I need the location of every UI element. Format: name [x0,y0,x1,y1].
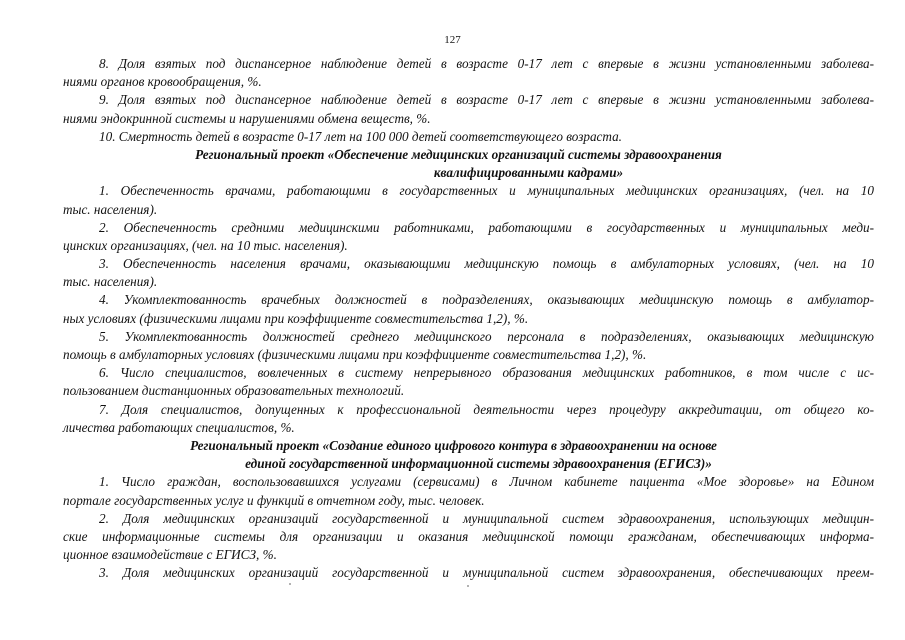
paragraph-line: 6. Число специалистов, вовлеченных в систему непрерывного образования медицинских работников, в том числе с ис- [99,365,874,381]
section-heading-line: единой государственной информационной системы здравоохранения (ЕГИСЗ)» [245,456,712,472]
paragraph-line: ционное взаимодействие с ЕГИСЗ, %. [63,547,277,563]
scan-specks [0,583,905,603]
paragraph-line: ские информационные системы для организации и оказания медицинской помощи гражданам, обеспечивающих информа- [63,528,874,544]
document-body [63,55,874,582]
paragraph-line: личества работающих специалистов, %. [63,419,295,435]
section-heading-line: Региональный проект «Обеспечение медицинских организаций системы здравоохранения [195,146,722,162]
page-number: 127 [444,34,461,46]
section-heading-line: Региональный проект «Создание единого цифрового контура в здравоохранении на основе [190,437,717,453]
paragraph-line: 1. Число граждан, воспользовавшихся услугами (сервисами) в Личном кабинете пациента «Мое здоровье» на Едином [99,474,874,490]
paragraph-line: 1. Обеспеченность врачами, работающими в государственных и муниципальных медицинских организациях, (чел. на 10 [99,183,874,199]
scan-speck [467,585,469,587]
paragraph-line: ниями эндокринной системы и нарушениями обмена веществ, %. [63,110,431,126]
paragraph-line: тыс. населения). [63,201,158,217]
paragraph-line: портале государственных услуг и функций в отчетном году, тыс. человек. [63,492,485,508]
paragraph-line: 2. Доля медицинских организаций государственной и муниципальной систем здравоохранения, использующих медицин- [99,510,874,526]
paragraph-line: ных условиях (физическими лицами при коэффициенте совместительства 1,2), %. [63,310,529,326]
paragraph-line: тыс. населения). [63,274,158,290]
paragraph-line: 7. Доля специалистов, допущенных к профессиональной деятельности через процедуру аккредитации, от общего ко- [99,401,874,417]
section-heading-line: квалифицированными кадрами» [433,165,624,181]
paragraph-line: 4. Укомплектованность врачебных должностей в подразделениях, оказывающих медицинскую помощь в амбулатор- [99,292,874,308]
paragraph-line: 2. Обеспеченность средними медицинскими работниками, работающими в государственных и муниципальных меди- [99,219,874,235]
paragraph-line: 3. Доля медицинских организаций государственной и муниципальной систем здравоохранения, обеспечивающих преем- [99,565,874,581]
scan-speck [289,583,291,585]
paragraph-line: 3. Обеспеченность населения врачами, оказывающими медицинскую помощь в амбулаторных условиях, (чел. на 10 [99,256,874,272]
paragraph-line: ниями органов кровообращения, %. [63,74,262,90]
paragraph-line: 9. Доля взятых под диспансерное наблюдение детей в возрасте 0-17 лет с впервые в жизни установленными заболева- [99,92,874,108]
paragraph-line: пользованием дистанционных образовательных технологий. [63,383,405,399]
paragraph-line: помощь в амбулаторных условиях (физическими лицами при коэффициенте совместительства 1,2), %. [63,347,647,362]
paragraph-line: 10. Смертность детей в возрасте 0-17 лет на 100 000 детей соответствующего возраста. [99,128,622,144]
paragraph-line: цинских организациях, (чел. на 10 тыс. населения). [63,237,348,253]
paragraph-line: 8. Доля взятых под диспансерное наблюдение детей в возрасте 0-17 лет с впервые в жизни установленными заболева- [99,56,874,71]
paragraph-line: 5. Укомплектованность должностей среднего медицинского персонала в подразделениях, оказывающих медицинскую [99,328,874,344]
